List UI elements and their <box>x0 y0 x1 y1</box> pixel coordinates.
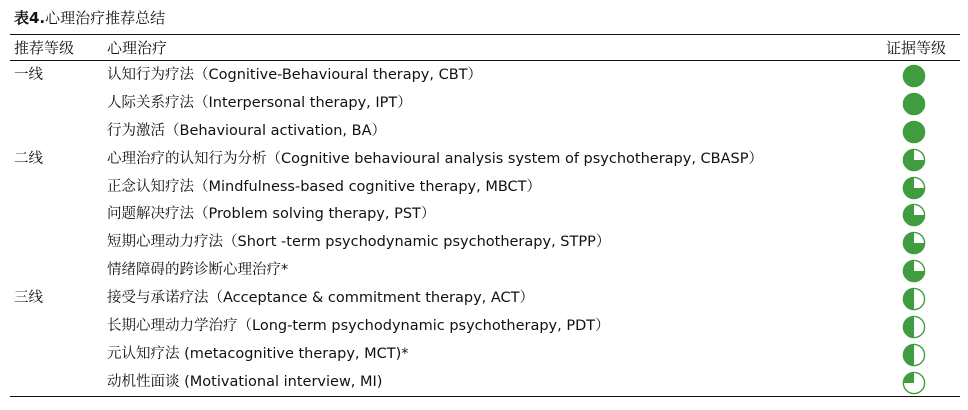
evidence-harvey-ball-icon <box>902 176 926 200</box>
evidence-level-icon <box>902 203 926 227</box>
evidence-circle-outline <box>903 65 924 86</box>
table-row <box>0 341 968 369</box>
table-row <box>0 285 968 313</box>
evidence-level-icon <box>902 231 926 255</box>
table-row <box>0 62 968 90</box>
evidence-level-icon <box>902 176 926 200</box>
evidence-harvey-ball-icon <box>902 343 926 367</box>
table-bottom-rule <box>10 396 960 397</box>
evidence-level-icon <box>902 315 926 339</box>
therapy-name-cell: 接受与承诺疗法（Acceptance & commitment therapy, ACT） <box>107 290 535 307</box>
evidence-circle-outline <box>903 121 924 142</box>
table-row <box>0 174 968 202</box>
recommendation-grade-cell: 一线 <box>14 67 43 83</box>
therapy-name-cell: 动机性面谈 (Motivational interview, MI) <box>107 373 383 390</box>
table-row <box>0 229 968 257</box>
evidence-level-icon <box>902 259 926 283</box>
table-row <box>0 201 968 229</box>
header-evidence-level: 证据等级 <box>885 39 946 57</box>
evidence-harvey-ball-icon <box>902 287 926 311</box>
evidence-harvey-ball-icon <box>902 231 926 255</box>
table-header-rule <box>10 60 960 61</box>
table-row <box>0 146 968 174</box>
evidence-level-icon <box>902 92 926 116</box>
table-body <box>0 62 968 397</box>
recommendation-grade-cell: 三线 <box>14 290 43 307</box>
table-row <box>0 90 968 118</box>
therapy-name-cell: 问题解决疗法（Problem solving therapy, PST） <box>107 206 436 223</box>
therapy-name-cell: 正念认知疗法（Mindfulness-based cognitive therapy, MBCT） <box>107 178 542 195</box>
header-recommendation-grade: 推荐等级 <box>14 39 75 57</box>
therapy-name-cell: 情绪障碍的跨诊断心理治疗* <box>107 262 289 279</box>
evidence-filled-sector <box>903 344 914 365</box>
evidence-harvey-ball-icon <box>902 203 926 227</box>
table-row <box>0 118 968 146</box>
evidence-filled-sector <box>903 289 914 310</box>
evidence-level-icon <box>902 120 926 144</box>
table-row <box>0 257 968 285</box>
therapy-name-cell: 元认知疗法 (metacognitive therapy, MCT)* <box>107 345 409 362</box>
evidence-harvey-ball-icon <box>902 148 926 172</box>
evidence-harvey-ball-icon <box>902 92 926 116</box>
therapy-name-cell: 认知行为疗法（Cognitive-Behavioural therapy, CBT） <box>107 67 483 83</box>
recommendation-grade-cell: 二线 <box>14 150 43 167</box>
therapy-name-cell: 人际关系疗法（Interpersonal therapy, IPT） <box>107 94 412 111</box>
table-title: 心理治疗推荐总结 <box>45 9 166 27</box>
evidence-harvey-ball-icon <box>902 64 926 88</box>
evidence-harvey-ball-icon <box>902 315 926 339</box>
header-psychotherapy: 心理治疗 <box>107 39 168 57</box>
evidence-filled-sector <box>903 316 914 337</box>
therapy-name-cell: 心理治疗的认知行为分析（Cognitive behavioural analysis system of psychotherapy, CBASP） <box>107 150 763 167</box>
table-top-rule <box>10 34 960 35</box>
evidence-level-icon <box>902 148 926 172</box>
evidence-harvey-ball-icon <box>902 120 926 144</box>
evidence-filled-sector <box>903 372 914 383</box>
evidence-level-icon <box>902 343 926 367</box>
evidence-circle-outline <box>903 93 924 114</box>
table-row <box>0 369 968 397</box>
evidence-harvey-ball-icon <box>902 371 926 395</box>
evidence-level-icon <box>902 287 926 311</box>
therapy-name-cell: 长期心理动力学治疗（Long-term psychodynamic psychotherapy, PDT） <box>107 318 610 335</box>
table-row <box>0 313 968 341</box>
therapy-name-cell: 短期心理动力疗法（Short -term psychodynamic psychotherapy, STPP） <box>107 234 611 251</box>
table-header-row <box>0 36 968 60</box>
therapy-name-cell: 行为激活（Behavioural activation, BA） <box>107 122 386 139</box>
evidence-harvey-ball-icon <box>902 259 926 283</box>
evidence-level-icon <box>902 371 926 395</box>
table-caption <box>14 7 165 29</box>
table-number: 表4. <box>14 9 46 27</box>
evidence-level-icon <box>902 64 926 88</box>
